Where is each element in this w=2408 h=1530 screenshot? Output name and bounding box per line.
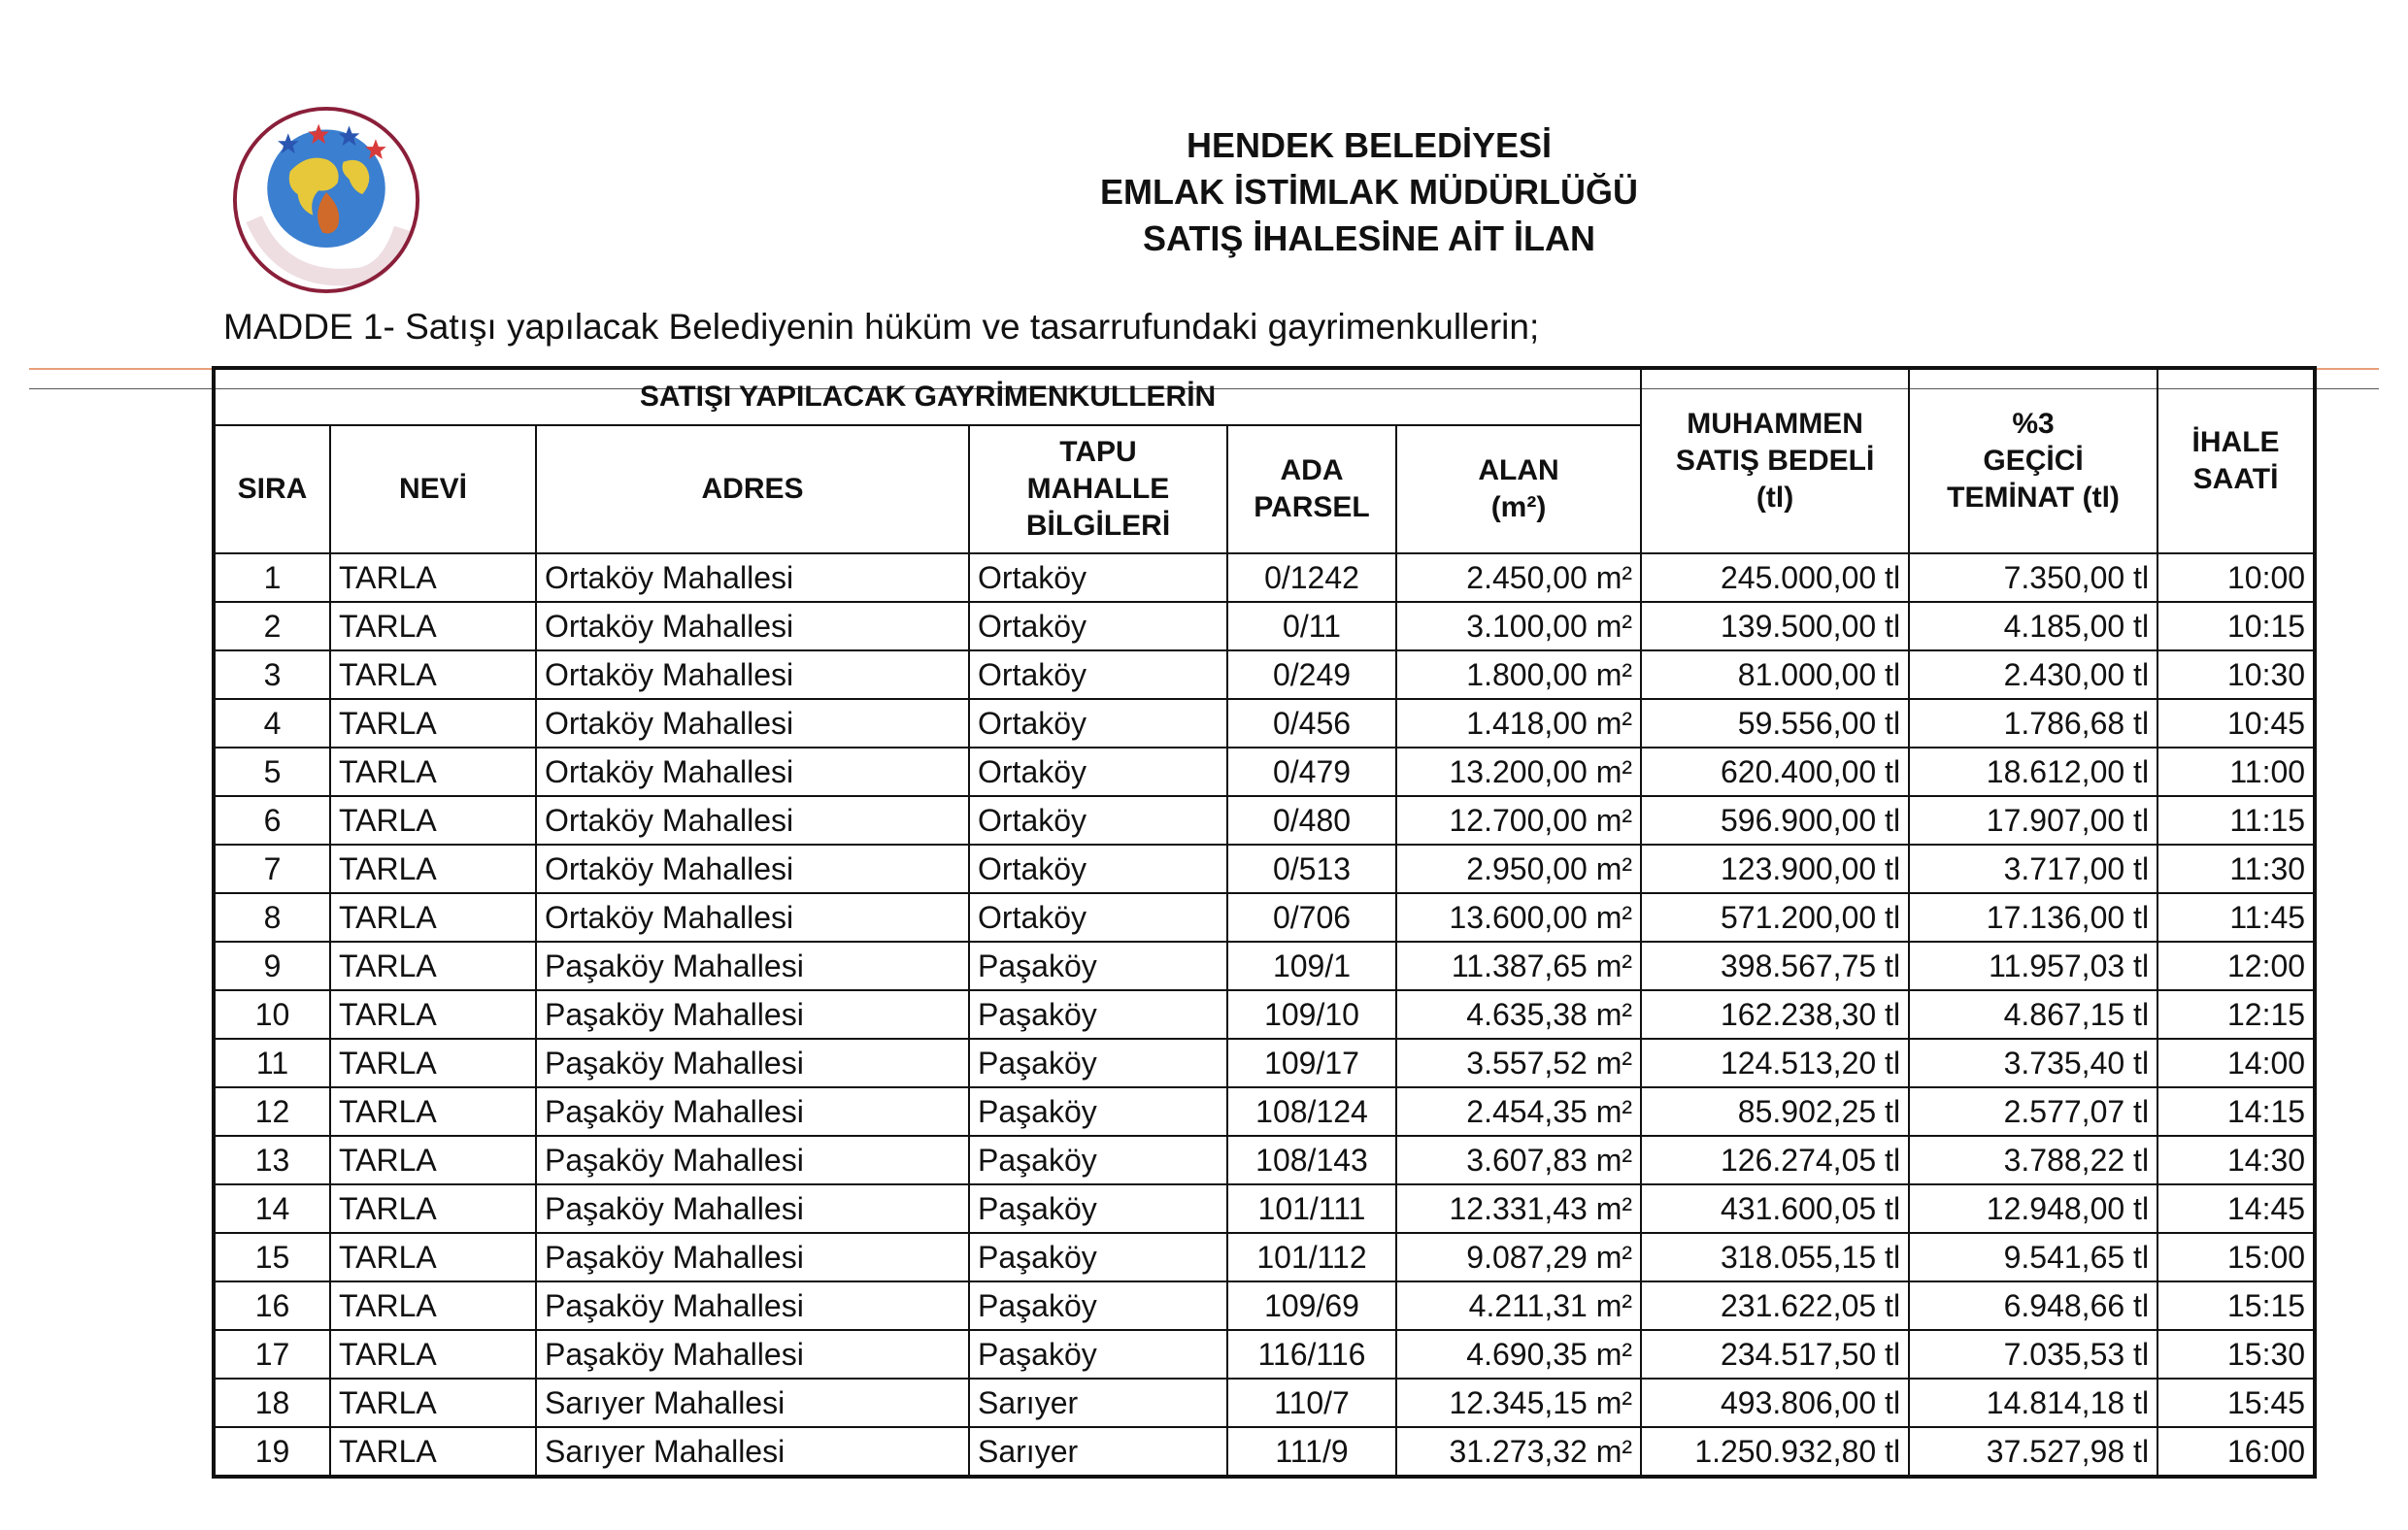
cell-muhammen: 81.000,00 tl [1641,650,1909,699]
column-header-sira: SIRA [214,425,330,553]
cut-off-next-line [214,1514,2350,1530]
cell-sira: 9 [214,942,330,990]
cell-alan: 3.557,52 m² [1396,1039,1641,1087]
cell-muhammen: 123.900,00 tl [1641,845,1909,893]
cell-ada-parsel: 0/513 [1227,845,1396,893]
cell-ada-parsel: 0/706 [1227,893,1396,942]
cell-sira: 5 [214,748,330,796]
cell-sira: 15 [214,1233,330,1281]
cell-ihale-saati: 12:15 [2157,990,2315,1039]
document-header [738,122,2000,262]
cell-sira: 14 [214,1184,330,1233]
cell-ada-parsel: 116/116 [1227,1330,1396,1379]
cell-ihale-saati: 14:45 [2157,1184,2315,1233]
cell-ihale-saati: 14:30 [2157,1136,2315,1184]
cell-nevi: TARLA [330,602,536,650]
cell-tapu: Ortaköy [969,796,1227,845]
cell-teminat: 7.350,00 tl [1909,553,2157,602]
property-table [212,366,2317,1479]
cell-tapu: Paşaköy [969,1136,1227,1184]
cell-tapu: Ortaköy [969,893,1227,942]
group-header: SATIŞI YAPILACAK GAYRİMENKULLERİN [214,368,1641,425]
table-row [214,942,2315,990]
header-line-title: SATIŞ İHALESİNE AİT İLAN [1142,218,1595,258]
cell-tapu: Ortaköy [969,748,1227,796]
cell-muhammen: 234.517,50 tl [1641,1330,1909,1379]
cell-teminat: 4.185,00 tl [1909,602,2157,650]
cell-ada-parsel: 0/11 [1227,602,1396,650]
table-row [214,699,2315,748]
column-header-ada-parsel: ADA PARSEL [1227,425,1396,553]
cell-tapu: Sarıyer [969,1427,1227,1477]
table-row [214,1136,2315,1184]
cell-teminat: 1.786,68 tl [1909,699,2157,748]
cell-adres: Paşaköy Mahallesi [536,1233,969,1281]
cell-nevi: TARLA [330,748,536,796]
cell-alan: 3.100,00 m² [1396,602,1641,650]
header-line-directorate: EMLAK İSTİMLAK MÜDÜRLÜĞÜ [1100,172,1638,212]
cell-adres: Paşaköy Mahallesi [536,942,969,990]
table-row [214,1184,2315,1233]
cell-tapu: Paşaköy [969,1087,1227,1136]
cell-nevi: TARLA [330,1330,536,1379]
table-row [214,1087,2315,1136]
cell-alan: 2.450,00 m² [1396,553,1641,602]
cell-sira: 19 [214,1427,330,1477]
cell-muhammen: 398.567,75 tl [1641,942,1909,990]
header-line-municipality: HENDEK BELEDİYESİ [1186,125,1553,165]
cell-adres: Ortaköy Mahallesi [536,796,969,845]
cell-adres: Ortaköy Mahallesi [536,845,969,893]
cell-alan: 13.600,00 m² [1396,893,1641,942]
cell-nevi: TARLA [330,1379,536,1427]
cell-muhammen: 245.000,00 tl [1641,553,1909,602]
cell-teminat: 17.136,00 tl [1909,893,2157,942]
cell-sira: 4 [214,699,330,748]
cell-teminat: 18.612,00 tl [1909,748,2157,796]
cell-teminat: 4.867,15 tl [1909,990,2157,1039]
cell-adres: Ortaköy Mahallesi [536,893,969,942]
municipality-logo [231,105,421,295]
cell-ada-parsel: 109/10 [1227,990,1396,1039]
cell-tapu: Ortaköy [969,845,1227,893]
cell-ihale-saati: 12:00 [2157,942,2315,990]
cell-adres: Paşaköy Mahallesi [536,1184,969,1233]
cell-ihale-saati: 15:00 [2157,1233,2315,1281]
cell-sira: 1 [214,553,330,602]
cell-alan: 1.800,00 m² [1396,650,1641,699]
cell-ihale-saati: 15:15 [2157,1281,2315,1330]
table-row [214,602,2315,650]
cell-tapu: Sarıyer [969,1379,1227,1427]
cell-alan: 3.607,83 m² [1396,1136,1641,1184]
cell-alan: 12.700,00 m² [1396,796,1641,845]
cell-ada-parsel: 0/480 [1227,796,1396,845]
cell-tapu: Paşaköy [969,1330,1227,1379]
cell-tapu: Paşaköy [969,1039,1227,1087]
cell-sira: 13 [214,1136,330,1184]
cell-teminat: 17.907,00 tl [1909,796,2157,845]
cell-muhammen: 139.500,00 tl [1641,602,1909,650]
cell-nevi: TARLA [330,699,536,748]
cell-ada-parsel: 110/7 [1227,1379,1396,1427]
cell-sira: 10 [214,990,330,1039]
cell-adres: Paşaköy Mahallesi [536,1087,969,1136]
cell-ada-parsel: 0/249 [1227,650,1396,699]
cell-ada-parsel: 0/479 [1227,748,1396,796]
column-header-teminat: %3 GEÇİCİ TEMİNAT (tl) [1909,368,2157,553]
cell-adres: Ortaköy Mahallesi [536,602,969,650]
cell-nevi: TARLA [330,1233,536,1281]
cell-nevi: TARLA [330,1427,536,1477]
cell-muhammen: 493.806,00 tl [1641,1379,1909,1427]
cell-ihale-saati: 10:15 [2157,602,2315,650]
cell-nevi: TARLA [330,845,536,893]
table-row [214,845,2315,893]
cell-muhammen: 162.238,30 tl [1641,990,1909,1039]
cell-tapu: Paşaköy [969,1184,1227,1233]
cell-teminat: 14.814,18 tl [1909,1379,2157,1427]
cell-sira: 6 [214,796,330,845]
cell-alan: 9.087,29 m² [1396,1233,1641,1281]
table-row [214,1427,2315,1477]
cell-sira: 7 [214,845,330,893]
cell-teminat: 6.948,66 tl [1909,1281,2157,1330]
cell-tapu: Paşaköy [969,1233,1227,1281]
cell-sira: 16 [214,1281,330,1330]
cell-ada-parsel: 109/1 [1227,942,1396,990]
cell-nevi: TARLA [330,1039,536,1087]
cell-ihale-saati: 10:30 [2157,650,2315,699]
cell-adres: Paşaköy Mahallesi [536,1039,969,1087]
cell-sira: 3 [214,650,330,699]
cell-teminat: 3.717,00 tl [1909,845,2157,893]
column-header-ihale-saati: İHALE SAATİ [2157,368,2315,553]
cell-ada-parsel: 101/111 [1227,1184,1396,1233]
cell-ihale-saati: 11:15 [2157,796,2315,845]
table-row [214,893,2315,942]
cell-teminat: 2.430,00 tl [1909,650,2157,699]
cell-adres: Sarıyer Mahallesi [536,1379,969,1427]
cell-ihale-saati: 14:15 [2157,1087,2315,1136]
cell-teminat: 3.735,40 tl [1909,1039,2157,1087]
table-row [214,748,2315,796]
cell-adres: Paşaköy Mahallesi [536,1330,969,1379]
table-row [214,1233,2315,1281]
cell-ihale-saati: 11:00 [2157,748,2315,796]
cell-muhammen: 571.200,00 tl [1641,893,1909,942]
cell-nevi: TARLA [330,1281,536,1330]
table-row [214,796,2315,845]
cell-alan: 4.690,35 m² [1396,1330,1641,1379]
cell-ada-parsel: 109/17 [1227,1039,1396,1087]
cell-tapu: Ortaköy [969,553,1227,602]
cell-sira: 18 [214,1379,330,1427]
cell-tapu: Ortaköy [969,650,1227,699]
cell-adres: Sarıyer Mahallesi [536,1427,969,1477]
article-1-intro: MADDE 1- Satışı yapılacak Belediyenin hüküm ve tasarrufundaki gayrimenkullerin; [223,307,1540,347]
cell-alan: 12.345,15 m² [1396,1379,1641,1427]
cell-muhammen: 124.513,20 tl [1641,1039,1909,1087]
column-header-nevi: NEVİ [330,425,536,553]
cell-nevi: TARLA [330,1087,536,1136]
cell-alan: 11.387,65 m² [1396,942,1641,990]
cell-muhammen: 1.250.932,80 tl [1641,1427,1909,1477]
cell-tapu: Paşaköy [969,990,1227,1039]
cell-sira: 8 [214,893,330,942]
cell-nevi: TARLA [330,990,536,1039]
cell-nevi: TARLA [330,1136,536,1184]
cell-teminat: 7.035,53 tl [1909,1330,2157,1379]
cell-ada-parsel: 108/124 [1227,1087,1396,1136]
cell-alan: 4.635,38 m² [1396,990,1641,1039]
cell-adres: Paşaköy Mahallesi [536,1281,969,1330]
cell-nevi: TARLA [330,1184,536,1233]
cell-ada-parsel: 0/1242 [1227,553,1396,602]
cell-muhammen: 318.055,15 tl [1641,1233,1909,1281]
cell-adres: Ortaköy Mahallesi [536,650,969,699]
column-header-muhammen: MUHAMMEN SATIŞ BEDELİ (tl) [1641,368,1909,553]
cell-nevi: TARLA [330,650,536,699]
cell-alan: 1.418,00 m² [1396,699,1641,748]
cell-sira: 11 [214,1039,330,1087]
cell-alan: 4.211,31 m² [1396,1281,1641,1330]
cell-alan: 2.454,35 m² [1396,1087,1641,1136]
cell-alan: 2.950,00 m² [1396,845,1641,893]
cell-teminat: 3.788,22 tl [1909,1136,2157,1184]
cell-muhammen: 231.622,05 tl [1641,1281,1909,1330]
column-header-adres: ADRES [536,425,969,553]
cell-alan: 12.331,43 m² [1396,1184,1641,1233]
cell-muhammen: 431.600,05 tl [1641,1184,1909,1233]
cell-tapu: Ortaköy [969,699,1227,748]
cell-alan: 31.273,32 m² [1396,1427,1641,1477]
cell-ihale-saati: 14:00 [2157,1039,2315,1087]
cell-ihale-saati: 15:30 [2157,1330,2315,1379]
cell-adres: Ortaköy Mahallesi [536,553,969,602]
cell-muhammen: 620.400,00 tl [1641,748,1909,796]
cell-nevi: TARLA [330,796,536,845]
table-row [214,1039,2315,1087]
cell-ada-parsel: 0/456 [1227,699,1396,748]
table-body [214,553,2315,1477]
cell-ihale-saati: 16:00 [2157,1427,2315,1477]
table-row [214,990,2315,1039]
cell-tapu: Paşaköy [969,942,1227,990]
cell-ihale-saati: 10:00 [2157,553,2315,602]
cell-sira: 17 [214,1330,330,1379]
table-row [214,650,2315,699]
cell-teminat: 12.948,00 tl [1909,1184,2157,1233]
cell-teminat: 2.577,07 tl [1909,1087,2157,1136]
cell-tapu: Paşaköy [969,1281,1227,1330]
column-header-alan: ALAN (m²) [1396,425,1641,553]
cell-teminat: 9.541,65 tl [1909,1233,2157,1281]
cell-sira: 12 [214,1087,330,1136]
cell-ada-parsel: 108/143 [1227,1136,1396,1184]
table-row [214,1379,2315,1427]
cell-alan: 13.200,00 m² [1396,748,1641,796]
cell-ada-parsel: 101/112 [1227,1233,1396,1281]
cell-adres: Ortaköy Mahallesi [536,699,969,748]
cell-adres: Paşaköy Mahallesi [536,1136,969,1184]
table-row [214,1330,2315,1379]
cell-sira: 2 [214,602,330,650]
cell-ihale-saati: 11:30 [2157,845,2315,893]
cell-muhammen: 85.902,25 tl [1641,1087,1909,1136]
cell-muhammen: 126.274,05 tl [1641,1136,1909,1184]
cell-muhammen: 596.900,00 tl [1641,796,1909,845]
cell-nevi: TARLA [330,553,536,602]
cell-nevi: TARLA [330,942,536,990]
cell-adres: Paşaköy Mahallesi [536,990,969,1039]
cell-tapu: Ortaköy [969,602,1227,650]
table-row [214,553,2315,602]
column-header-tapu: TAPU MAHALLE BİLGİLERİ [969,425,1227,553]
cell-muhammen: 59.556,00 tl [1641,699,1909,748]
table-row [214,1281,2315,1330]
cell-teminat: 11.957,03 tl [1909,942,2157,990]
cell-ihale-saati: 11:45 [2157,893,2315,942]
table-header-row [214,368,2315,425]
cell-ihale-saati: 15:45 [2157,1379,2315,1427]
cell-ada-parsel: 111/9 [1227,1427,1396,1477]
cell-ihale-saati: 10:45 [2157,699,2315,748]
cell-ada-parsel: 109/69 [1227,1281,1396,1330]
cell-teminat: 37.527,98 tl [1909,1427,2157,1477]
cell-nevi: TARLA [330,893,536,942]
cell-adres: Ortaköy Mahallesi [536,748,969,796]
